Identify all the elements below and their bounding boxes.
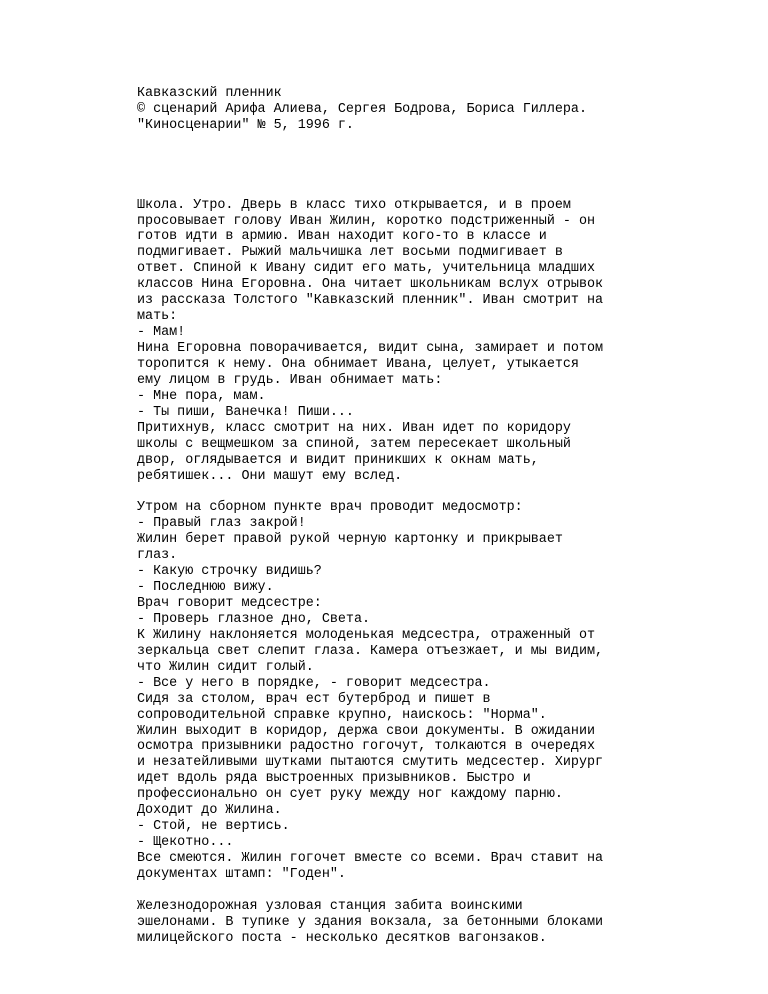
paragraph	[137, 500, 762, 883]
text-line: ему лицом в грудь. Иван обнимает мать:	[137, 372, 443, 388]
text-line: зеркальца свет слепит глаза. Камера отъезжает, и мы видим,	[137, 643, 604, 659]
text-line: Школа. Утро. Дверь в класс тихо открывается, и в проем	[137, 197, 571, 213]
document-title: Кавказский пленник	[137, 86, 282, 101]
text-line: глаз.	[137, 548, 178, 564]
text-line: - Проверь глазное дно, Света.	[137, 611, 371, 627]
header-spacer	[137, 134, 762, 198]
paragraph-gap	[137, 883, 762, 899]
text-line: К Жилину наклоняется молоденькая медсестра, отраженный от	[137, 627, 596, 643]
text-line: и незатейливыми шутками пытаются смутить медсестер. Хирург	[137, 755, 604, 771]
text-line: что Жилин сидит голый.	[137, 659, 314, 675]
text-line: Все смеются. Жилин гогочет вместе со всеми. Врач ставит на	[137, 851, 604, 867]
text-line: Сидя за столом, врач ест бутерброд и пишет в	[137, 691, 491, 707]
text-line: - Какую строчку видишь?	[137, 564, 322, 580]
text-line: эшелонами. В тупике у здания вокзала, за бетонными блоками	[137, 914, 604, 930]
document-source: "Киносценарии" № 5, 1996 г.	[137, 117, 354, 133]
text-line: Доходит до Жилина.	[137, 803, 282, 819]
text-line: Утром на сборном пункте врач проводит медосмотр:	[137, 500, 523, 516]
text-line: Железнодорожная узловая станция забита воинскими	[137, 898, 523, 914]
text-line: - Все у него в порядке, - говорит медсестра.	[137, 675, 491, 691]
text-line: осмотра призывники радостно гогочут, толкаются в очередях	[137, 739, 596, 755]
document-page	[137, 86, 762, 947]
text-line: сопроводительной справке крупно, наискось: "Норма".	[137, 707, 547, 723]
text-line: документах штамп: "Годен".	[137, 866, 346, 882]
text-line: Притихнув, класс смотрит на них. Иван идет по коридору	[137, 420, 571, 436]
text-line: просовывает голову Иван Жилин, коротко подстриженный - он	[137, 213, 596, 229]
paragraph	[137, 899, 762, 947]
text-line: - Мам!	[137, 325, 186, 341]
text-line: школы с вещмешком за спиной, затем пересекает школьный	[137, 436, 571, 452]
text-line: профессионально он сует руку между ног каждому парню.	[137, 787, 563, 803]
paragraph	[137, 198, 762, 485]
text-line: из рассказа Толстого "Кавказский пленник". Иван смотрит на	[137, 293, 604, 309]
text-line: подмигивает. Рыжий мальчишка лет восьми подмигивает в	[137, 245, 563, 261]
text-line: милицейского поста - несколько десятков вагонзаков.	[137, 930, 547, 946]
text-line: - Мне пора, мам.	[137, 388, 266, 404]
text-line: ребятишек... Они машут ему вслед.	[137, 468, 403, 484]
text-line: классов Нина Егоровна. Она читает школьникам вслух отрывок	[137, 277, 604, 293]
text-line: - Последнюю вижу.	[137, 580, 274, 596]
text-line: - Правый глаз закрой!	[137, 516, 306, 532]
text-line: - Стой, не вертись.	[137, 819, 290, 835]
text-line: - Ты пиши, Ванечка! Пиши...	[137, 404, 354, 420]
text-line: идет вдоль ряда выстроенных призывников. Быстро и	[137, 771, 531, 787]
text-line: Жилин выходит в коридор, держа свои документы. В ожидании	[137, 723, 596, 739]
document-header	[137, 86, 762, 134]
text-line: Жилин берет правой рукой черную картонку и прикрывает	[137, 532, 563, 548]
text-line: готов идти в армию. Иван находит кого-то в классе и	[137, 229, 547, 245]
text-line: Нина Егоровна поворачивается, видит сына, замирает и потом	[137, 341, 604, 357]
text-line: двор, оглядывается и видит приникших к окнам мать,	[137, 452, 539, 468]
text-line: торопится к нему. Она обнимает Ивана, целует, утыкается	[137, 356, 579, 372]
text-line: ответ. Спиной к Ивану сидит его мать, учительница младших	[137, 261, 596, 277]
document-body	[137, 198, 762, 947]
text-line: - Щекотно...	[137, 835, 234, 851]
paragraph-gap	[137, 484, 762, 500]
document-credits: © сценарий Арифа Алиева, Сергея Бодрова, Бориса Гиллера.	[137, 101, 587, 117]
text-line: Врач говорит медсестре:	[137, 596, 322, 612]
text-line: мать:	[137, 309, 178, 325]
